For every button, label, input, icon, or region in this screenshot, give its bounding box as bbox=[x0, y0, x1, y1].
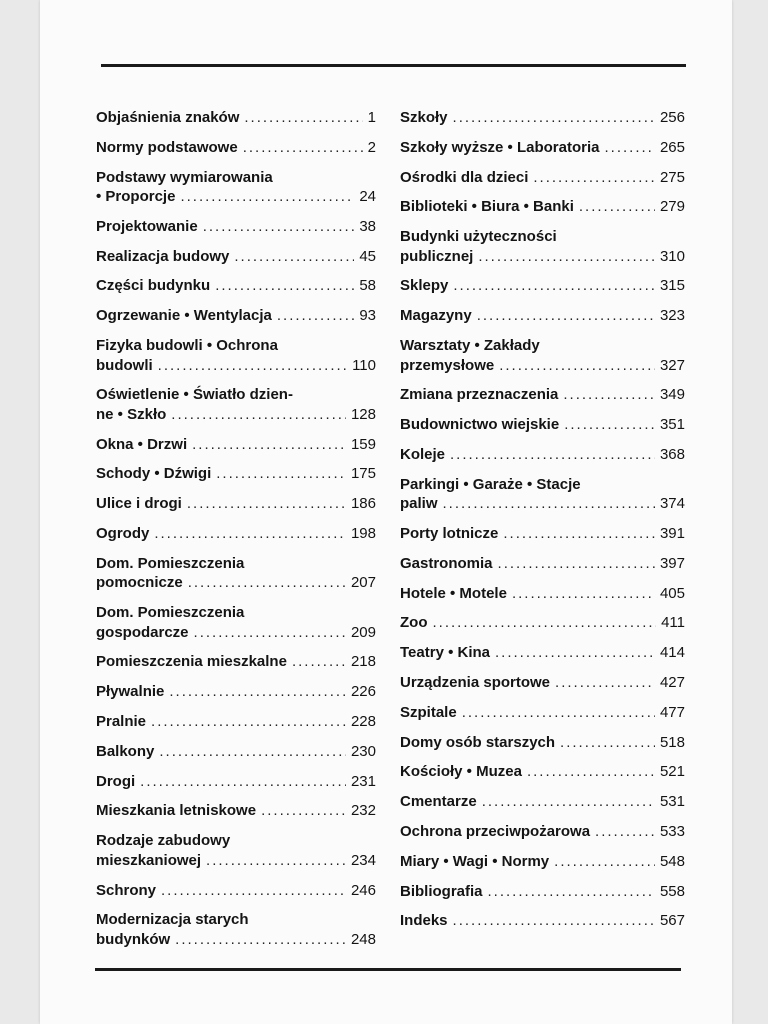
toc-page-number: 397 bbox=[659, 554, 685, 572]
toc-entry-title: Magazyny bbox=[400, 307, 472, 325]
toc-entry-line bbox=[96, 851, 376, 871]
toc-entry bbox=[400, 445, 685, 465]
toc-entry-title: Części budynku bbox=[96, 277, 211, 295]
toc-entry-line bbox=[400, 494, 685, 514]
toc-entry-title: Mieszkania letniskowe bbox=[96, 802, 257, 820]
toc-entry-title: Zmiana przeznaczenia bbox=[400, 386, 559, 404]
toc-entry-line bbox=[400, 643, 685, 663]
toc-entry bbox=[400, 792, 685, 812]
toc-page-number: 368 bbox=[659, 445, 685, 463]
top-rule bbox=[101, 64, 686, 67]
toc-entry-line bbox=[400, 475, 685, 495]
toc-entry-line bbox=[96, 930, 376, 950]
toc-entry-line bbox=[400, 385, 685, 405]
dot-leader bbox=[151, 712, 346, 732]
toc-entry bbox=[400, 584, 685, 604]
dot-leader bbox=[555, 673, 655, 693]
dot-leader bbox=[159, 742, 346, 762]
toc-entry-line bbox=[96, 276, 376, 296]
toc-entry-title: Budynki użyteczności bbox=[400, 228, 557, 246]
toc-entry-line bbox=[96, 217, 376, 237]
toc-page-number: 558 bbox=[659, 882, 685, 900]
dot-leader bbox=[169, 682, 346, 702]
dot-leader bbox=[206, 851, 346, 871]
dot-leader bbox=[579, 197, 655, 217]
toc-entry bbox=[96, 435, 376, 455]
toc-entry bbox=[400, 385, 685, 405]
toc-page-number: 248 bbox=[350, 930, 376, 948]
toc-page-number: 349 bbox=[659, 386, 685, 404]
dot-leader bbox=[453, 911, 655, 931]
dot-leader bbox=[161, 881, 346, 901]
toc-entry-title: przemysłowe bbox=[400, 356, 495, 374]
toc-entry-title: Indeks bbox=[400, 912, 448, 930]
dot-leader bbox=[462, 703, 655, 723]
toc-entry bbox=[400, 643, 685, 663]
toc-entry-line bbox=[400, 415, 685, 435]
dot-leader bbox=[158, 356, 347, 376]
dot-leader bbox=[512, 584, 655, 604]
toc-entry-line bbox=[96, 405, 376, 425]
toc-right-column bbox=[400, 108, 685, 941]
dot-leader bbox=[194, 623, 346, 643]
toc-page-number: 531 bbox=[659, 793, 685, 811]
toc-entry-line bbox=[96, 524, 376, 544]
toc-entry-title: Urządzenia sportowe bbox=[400, 674, 551, 692]
toc-entry-title: Bibliografia bbox=[400, 882, 483, 900]
dot-leader bbox=[433, 613, 657, 633]
toc-page-number: 232 bbox=[350, 802, 376, 820]
toc-entry bbox=[96, 217, 376, 237]
toc-entry bbox=[400, 613, 685, 633]
toc-left-column bbox=[96, 108, 376, 960]
toc-entry bbox=[400, 415, 685, 435]
toc-entry-line bbox=[400, 168, 685, 188]
toc-entry bbox=[96, 464, 376, 484]
dot-leader bbox=[215, 276, 354, 296]
toc-entry-line bbox=[96, 356, 376, 376]
toc-entry-title: Oświetlenie • Światło dzien- bbox=[96, 386, 293, 404]
toc-entry-title: Ochrona przeciwpożarowa bbox=[400, 823, 591, 841]
toc-entry-title: Modernizacja starych bbox=[96, 911, 249, 929]
toc-entry-line bbox=[400, 613, 685, 633]
toc-entry bbox=[400, 911, 685, 931]
toc-entry-line bbox=[400, 197, 685, 217]
toc-entry-title: Ogrody bbox=[96, 525, 150, 543]
toc-entry-title: Pomieszczenia mieszkalne bbox=[96, 653, 287, 671]
dot-leader bbox=[175, 930, 346, 950]
toc-entry-line bbox=[96, 247, 376, 267]
dot-leader bbox=[564, 415, 655, 435]
toc-entry-line bbox=[96, 652, 376, 672]
toc-entry-title: Kościoły • Muzea bbox=[400, 763, 522, 781]
toc-page-number: 265 bbox=[659, 138, 685, 156]
toc-entry-line bbox=[96, 881, 376, 901]
toc-page-number: 279 bbox=[659, 198, 685, 216]
toc-entry bbox=[400, 524, 685, 544]
dot-leader bbox=[140, 772, 346, 792]
toc-entry-title: Zoo bbox=[400, 614, 428, 632]
toc-entry-line bbox=[96, 712, 376, 732]
toc-page-number: 521 bbox=[659, 763, 685, 781]
toc-entry-title: • Proporcje bbox=[96, 188, 176, 206]
toc-page-number: 209 bbox=[350, 623, 376, 641]
toc-entry-title: Domy osób starszych bbox=[400, 733, 556, 751]
toc-page-number: 128 bbox=[350, 405, 376, 423]
toc-page-number: 159 bbox=[350, 435, 376, 453]
toc-entry-title: Rodzaje zabudowy bbox=[96, 832, 231, 850]
toc-entry bbox=[96, 336, 376, 375]
toc-entry-line bbox=[96, 306, 376, 326]
toc-entry-title: Biblioteki • Biura • Banki bbox=[400, 198, 574, 216]
toc-page-number: 198 bbox=[350, 525, 376, 543]
toc-entry bbox=[96, 554, 376, 593]
toc-entry-line bbox=[400, 554, 685, 574]
toc-page-number: 58 bbox=[359, 277, 376, 295]
toc-page-number: 230 bbox=[350, 742, 376, 760]
toc-entry-line bbox=[96, 494, 376, 514]
toc-page-number: 351 bbox=[659, 416, 685, 434]
toc-entry-line bbox=[96, 910, 376, 930]
toc-entry-line bbox=[400, 882, 685, 902]
toc-entry-line bbox=[400, 356, 685, 376]
toc-page-number: 228 bbox=[350, 713, 376, 731]
toc-page-number: 374 bbox=[659, 495, 685, 513]
toc-entry-title: Szkoły bbox=[400, 109, 448, 126]
toc-entry-line bbox=[96, 336, 376, 356]
dot-leader bbox=[477, 306, 655, 326]
dot-leader bbox=[503, 524, 655, 544]
toc-entry-line bbox=[400, 336, 685, 356]
dot-leader bbox=[453, 276, 655, 296]
toc-entry-title: Miary • Wagi • Normy bbox=[400, 852, 550, 870]
toc-entry bbox=[96, 772, 376, 792]
toc-entry-title: Balkony bbox=[96, 742, 155, 760]
toc-entry-line bbox=[400, 852, 685, 872]
toc-entry-line bbox=[96, 603, 376, 623]
toc-page-number: 533 bbox=[659, 823, 685, 841]
toc-page-number: 275 bbox=[659, 168, 685, 186]
dot-leader bbox=[244, 108, 362, 128]
toc-entry bbox=[96, 276, 376, 296]
toc-page-number: 548 bbox=[659, 852, 685, 870]
toc-entry-title: Dom. Pomieszczenia bbox=[96, 604, 245, 622]
toc-entry-line bbox=[400, 138, 685, 158]
dot-leader bbox=[533, 168, 655, 188]
toc-entry bbox=[96, 306, 376, 326]
toc-entry-line bbox=[400, 445, 685, 465]
toc-page-number: 327 bbox=[659, 356, 685, 374]
toc-page-number: 414 bbox=[659, 644, 685, 662]
dot-leader bbox=[188, 573, 346, 593]
toc-entry bbox=[96, 138, 376, 158]
toc-entry-title: Koleje bbox=[400, 445, 446, 463]
dot-leader bbox=[450, 445, 655, 465]
toc-entry-title: Ulice i drogi bbox=[96, 495, 182, 513]
toc-entry bbox=[96, 712, 376, 732]
dot-leader bbox=[563, 385, 655, 405]
toc-page-number: 411 bbox=[661, 614, 685, 632]
toc-entry-title: publicznej bbox=[400, 247, 474, 265]
toc-entry-title: Gastronomia bbox=[400, 554, 493, 572]
toc-entry bbox=[400, 882, 685, 902]
dot-leader bbox=[499, 356, 655, 376]
dot-leader bbox=[261, 801, 346, 821]
toc-entry-title: Szpitale bbox=[400, 703, 457, 721]
toc-entry bbox=[96, 108, 376, 128]
dot-leader bbox=[595, 822, 655, 842]
toc-entry-title: Szkoły wyższe • Laboratoria bbox=[400, 138, 600, 156]
toc-entry bbox=[400, 168, 685, 188]
toc-entry bbox=[400, 475, 685, 514]
toc-entry bbox=[96, 168, 376, 207]
toc-entry bbox=[400, 227, 685, 266]
toc-entry bbox=[96, 494, 376, 514]
bottom-rule bbox=[95, 968, 681, 971]
toc-entry-line bbox=[96, 385, 376, 405]
toc-page-number: 93 bbox=[359, 307, 376, 325]
dot-leader bbox=[277, 306, 354, 326]
toc-page-number: 477 bbox=[659, 703, 685, 721]
toc-entry-title: Warsztaty • Zakłady bbox=[400, 337, 540, 355]
toc-page-number: 45 bbox=[359, 247, 376, 265]
toc-entry-title: Sklepy bbox=[400, 277, 449, 295]
toc-entry-line bbox=[400, 108, 685, 128]
toc-entry bbox=[96, 652, 376, 672]
toc-entry-line bbox=[400, 733, 685, 753]
dot-leader bbox=[554, 852, 655, 872]
toc-entry-title: Schody • Dźwigi bbox=[96, 465, 212, 483]
toc-entry-title: Cmentarze bbox=[400, 793, 477, 811]
dot-leader bbox=[192, 435, 346, 455]
toc-entry bbox=[400, 703, 685, 723]
toc-entry-title: Okna • Drzwi bbox=[96, 435, 188, 453]
toc-entry-line bbox=[400, 276, 685, 296]
toc-entry bbox=[96, 524, 376, 544]
toc-entry bbox=[96, 603, 376, 642]
toc-entry bbox=[400, 733, 685, 753]
toc-entry-line bbox=[96, 831, 376, 851]
dot-leader bbox=[171, 405, 346, 425]
toc-page-number: 226 bbox=[350, 683, 376, 701]
toc-entry-line bbox=[400, 911, 685, 931]
toc-entry-title: Drogi bbox=[96, 772, 136, 790]
toc-page-number: 405 bbox=[659, 584, 685, 602]
toc-entry-title: Fizyka budowli • Ochrona bbox=[96, 337, 278, 355]
toc-entry-line bbox=[96, 168, 376, 188]
toc-entry-title: Normy podstawowe bbox=[96, 138, 238, 156]
toc-entry-title: budynków bbox=[96, 930, 171, 948]
toc-entry-line bbox=[96, 108, 376, 128]
toc-page-number: 207 bbox=[350, 574, 376, 592]
dot-leader bbox=[478, 247, 655, 267]
toc-entry bbox=[96, 742, 376, 762]
toc-page-number: 186 bbox=[350, 495, 376, 513]
dot-leader bbox=[498, 554, 655, 574]
dot-leader bbox=[604, 138, 654, 158]
toc-entry-line bbox=[96, 554, 376, 574]
toc-entry-line bbox=[96, 187, 376, 207]
toc-entry-line bbox=[96, 464, 376, 484]
toc-entry-title: budowli bbox=[96, 356, 153, 374]
toc-entry-title: Schrony bbox=[96, 881, 157, 899]
toc-entry bbox=[400, 276, 685, 296]
toc-entry-title: Objaśnienia znaków bbox=[96, 109, 240, 126]
toc-page-number: 427 bbox=[659, 674, 685, 692]
toc-entry-line bbox=[96, 138, 376, 158]
toc-page-number: 310 bbox=[659, 247, 685, 265]
toc-entry-title: paliw bbox=[400, 495, 438, 513]
toc-page-number: 391 bbox=[659, 525, 685, 543]
toc-entry-title: Realizacja budowy bbox=[96, 247, 230, 265]
toc-entry-line bbox=[96, 573, 376, 593]
dot-leader bbox=[453, 108, 655, 128]
toc-entry bbox=[400, 554, 685, 574]
toc-entry-title: Projektowanie bbox=[96, 217, 198, 235]
toc-entry-title: Teatry • Kina bbox=[400, 644, 490, 662]
dot-leader bbox=[527, 762, 655, 782]
toc-entry-title: Hotele • Motele bbox=[400, 584, 507, 602]
toc-entry-line bbox=[400, 584, 685, 604]
toc-entry-title: Parkingi • Garaże • Stacje bbox=[400, 475, 581, 493]
dot-leader bbox=[203, 217, 355, 237]
toc-page-number: 246 bbox=[350, 881, 376, 899]
toc-entry-line bbox=[400, 524, 685, 544]
toc-entry-title: Podstawy wymiarowania bbox=[96, 168, 273, 186]
toc-entry-line bbox=[400, 762, 685, 782]
toc-entry-line bbox=[96, 682, 376, 702]
toc-entry-line bbox=[400, 247, 685, 267]
toc-page-number: 256 bbox=[659, 109, 685, 126]
toc-page-number: 567 bbox=[659, 912, 685, 930]
toc-page-number: 24 bbox=[359, 188, 376, 206]
dot-leader bbox=[154, 524, 346, 544]
toc-entry-line bbox=[96, 435, 376, 455]
toc-entry-title: Ogrzewanie • Wentylacja bbox=[96, 307, 272, 325]
toc-entry bbox=[400, 822, 685, 842]
toc-entry bbox=[96, 910, 376, 949]
toc-entry-line bbox=[96, 772, 376, 792]
toc-entry bbox=[400, 336, 685, 375]
dot-leader bbox=[243, 138, 363, 158]
toc-page-number: 231 bbox=[350, 772, 376, 790]
toc-entry bbox=[96, 881, 376, 901]
toc-entry-title: mieszkaniowej bbox=[96, 851, 202, 869]
toc-entry bbox=[400, 762, 685, 782]
dot-leader bbox=[482, 792, 655, 812]
toc-entry-line bbox=[400, 792, 685, 812]
toc-entry bbox=[96, 682, 376, 702]
toc-entry bbox=[96, 831, 376, 870]
dot-leader bbox=[234, 247, 354, 267]
toc-entry-line bbox=[96, 742, 376, 762]
toc-entry-title: Porty lotnicze bbox=[400, 525, 499, 543]
toc-page-number: 38 bbox=[359, 217, 376, 235]
toc-page-number: 315 bbox=[659, 277, 685, 295]
toc-entry-line bbox=[400, 306, 685, 326]
toc-entry-line bbox=[400, 227, 685, 247]
dot-leader bbox=[488, 882, 655, 902]
toc-page-number: 2 bbox=[367, 138, 376, 156]
dot-leader bbox=[292, 652, 346, 672]
toc-entry-line bbox=[400, 703, 685, 723]
toc-entry-line bbox=[400, 822, 685, 842]
toc-page-number: 323 bbox=[659, 307, 685, 325]
toc-entry-title: Dom. Pomieszczenia bbox=[96, 554, 245, 572]
toc-entry-title: Budownictwo wiejskie bbox=[400, 416, 560, 434]
toc-entry bbox=[400, 852, 685, 872]
toc-page-number: 110 bbox=[352, 356, 376, 374]
toc-entry bbox=[96, 385, 376, 424]
toc-page-number: 218 bbox=[350, 653, 376, 671]
dot-leader bbox=[180, 187, 354, 207]
dot-leader bbox=[495, 643, 655, 663]
dot-leader bbox=[560, 733, 655, 753]
toc-page-number: 234 bbox=[350, 851, 376, 869]
toc-entry bbox=[400, 673, 685, 693]
toc-entry-title: gospodarcze bbox=[96, 623, 189, 641]
dot-leader bbox=[187, 494, 346, 514]
toc-entry-title: Pływalnie bbox=[96, 683, 165, 701]
toc-entry-line bbox=[96, 801, 376, 821]
toc-entry-title: ne • Szkło bbox=[96, 405, 167, 423]
toc-entry-line bbox=[96, 623, 376, 643]
toc-entry bbox=[400, 306, 685, 326]
toc-page-number: 175 bbox=[350, 465, 376, 483]
toc-page-number: 1 bbox=[367, 109, 376, 126]
toc-entry bbox=[96, 801, 376, 821]
dot-leader bbox=[216, 464, 346, 484]
toc-entry bbox=[400, 108, 685, 128]
toc-entry bbox=[400, 197, 685, 217]
toc-entry-line bbox=[400, 673, 685, 693]
dot-leader bbox=[443, 494, 655, 514]
toc-page-number: 518 bbox=[659, 733, 685, 751]
toc-entry bbox=[400, 138, 685, 158]
toc-entry-title: pomocnicze bbox=[96, 574, 183, 592]
toc-entry-title: Pralnie bbox=[96, 713, 147, 731]
toc-entry-title: Ośrodki dla dzieci bbox=[400, 168, 529, 186]
toc-entry bbox=[96, 247, 376, 267]
